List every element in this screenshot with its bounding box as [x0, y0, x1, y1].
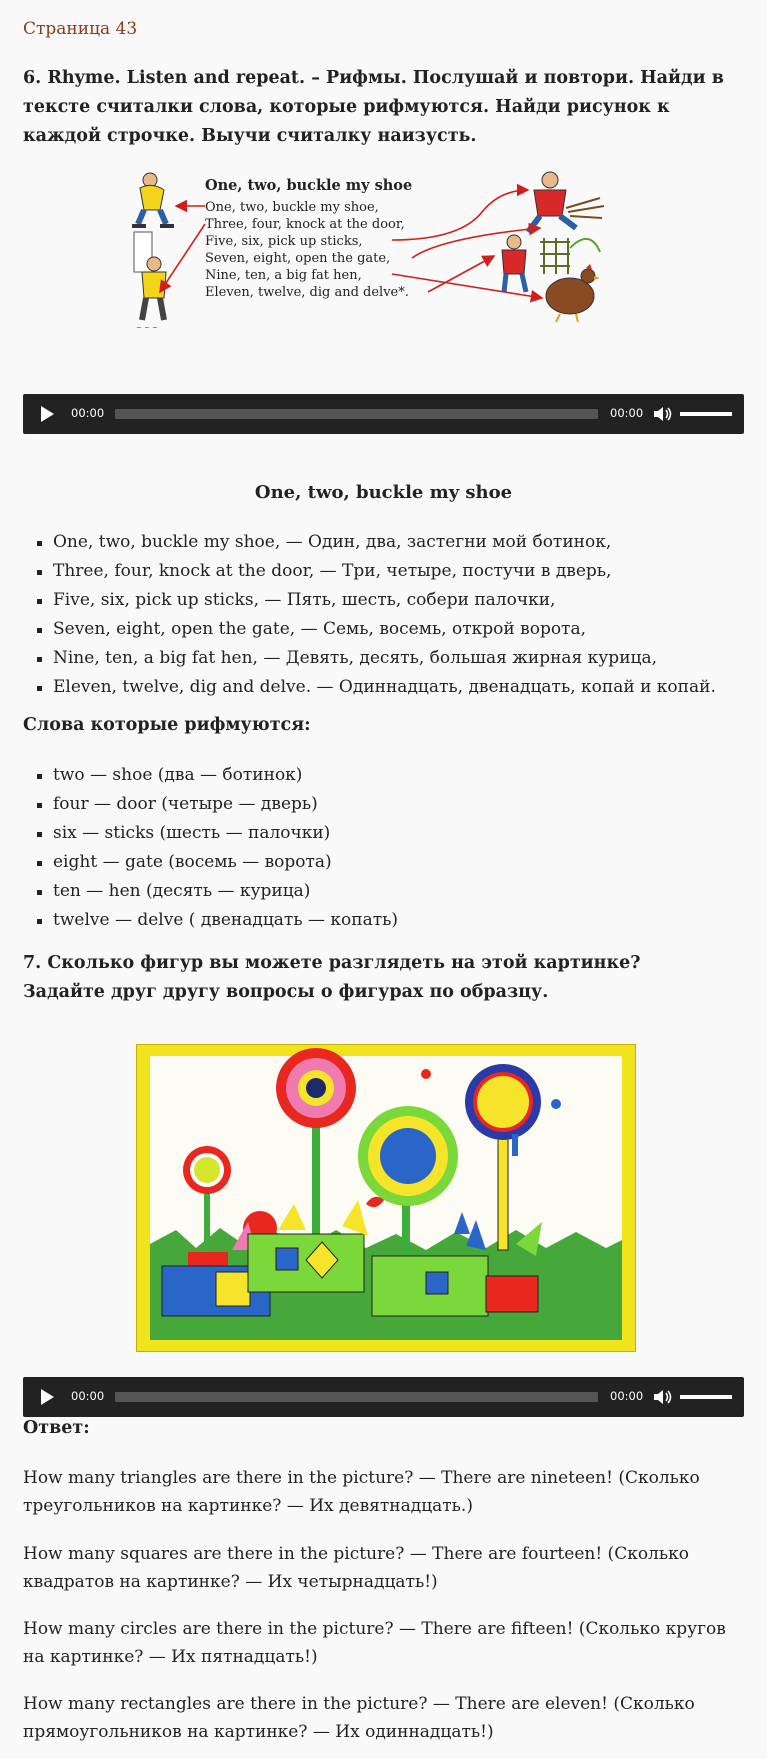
play-icon[interactable]: [41, 1389, 54, 1405]
volume-slider[interactable]: [680, 1395, 732, 1399]
rhymes-list: [53, 761, 398, 935]
list-item: twelve — delve ( двенадцать — копать): [53, 906, 398, 935]
current-time: 00:00: [71, 406, 105, 420]
current-time: 00:00: [71, 1389, 105, 1403]
list-item: four — door (четыре — дверь): [53, 790, 398, 819]
audio-player: [23, 394, 744, 434]
list-item: Five, six, pick up sticks, — Пять, шесть, собери палочки,: [53, 586, 716, 615]
poem-translation-list: [53, 528, 716, 702]
answer-paragraph: How many squares are there in the picture? — There are fourteen! (Сколько квадратов на картинке? — Их четырнадцать!): [23, 1544, 689, 1592]
exercise-7-title: 7. Сколько фигур вы можете разглядеть на этой картинке? Задайте друг другу вопросы о фигурах по образцу.: [23, 953, 641, 1002]
list-item: Three, four, knock at the door, — Три, четыре, постучи в дверь,: [53, 557, 716, 586]
red-rectangle: [486, 1276, 538, 1312]
audio-player: [23, 1377, 744, 1417]
list-item: Seven, eight, open the gate, — Семь, восемь, открой ворота,: [53, 615, 716, 644]
figure-line: Five, six, pick up sticks,: [205, 234, 363, 249]
volume-icon[interactable]: [653, 405, 673, 423]
shapes-picture: [136, 1044, 636, 1352]
figure-line: Nine, ten, a big fat hen,: [205, 268, 362, 283]
answer-paragraph: How many circles are there in the picture? — There are fifteen! (Сколько кругов на картинке? — Их пятнадцать!): [23, 1619, 726, 1667]
list-item: One, two, buckle my shoe, — Один, два, застегни мой ботинок,: [53, 528, 716, 557]
rhyme-illustration: [130, 168, 648, 370]
answer-paragraph: How many rectangles are there in the picture? — There are eleven! (Сколько прямоугольников на картинке? — Их одиннадцать!): [23, 1694, 695, 1742]
page-link[interactable]: Страница 43: [23, 19, 138, 39]
rhymes-heading: Слова которые рифмуются:: [23, 715, 311, 735]
exercise-6-title: 6. Rhyme. Listen and repeat. – Рифмы. Послушай и повтори. Найди в тексте считалки слова, которые рифмуются. Найди рисунок к каждой строчке. Выучи считалку наизусть.: [23, 68, 724, 146]
answer-label: Ответ:: [23, 1418, 90, 1438]
poem-title: One, two, buckle my shoe: [254, 482, 513, 503]
play-icon[interactable]: [41, 406, 54, 422]
figure-line: Eleven, twelve, dig and delve*.: [205, 285, 409, 300]
list-item: Nine, ten, a big fat hen, — Девять, десять, большая жирная курица,: [53, 644, 716, 673]
list-item: ten — hen (десять — курица): [53, 877, 398, 906]
figure-line: Three, four, knock at the door,: [205, 217, 405, 232]
figure-line: One, two, buckle my shoe,: [205, 200, 379, 215]
list-item: two — shoe (два — ботинок): [53, 761, 398, 790]
green-rectangle: [248, 1234, 364, 1292]
figure-heading: One, two, buckle my shoe: [205, 177, 413, 194]
duration: 00:00: [610, 1389, 644, 1403]
list-item: Eleven, twelve, dig and delve. — Одиннадцать, двенадцать, копай и копай.: [53, 673, 716, 702]
svg-text:~ ~ ~: ~ ~ ~: [136, 324, 159, 332]
volume-slider[interactable]: [680, 412, 732, 416]
duration: 00:00: [610, 406, 644, 420]
yellow-square: [216, 1272, 250, 1306]
progress-bar[interactable]: [115, 409, 598, 419]
volume-icon[interactable]: [653, 1388, 673, 1406]
figure-line: Seven, eight, open the gate,: [205, 251, 391, 266]
progress-bar[interactable]: [115, 1392, 598, 1402]
answer-paragraph: How many triangles are there in the picture? — There are nineteen! (Сколько треугольников на картинке? — Их девятнадцать.): [23, 1468, 700, 1516]
list-item: six — sticks (шесть — палочки): [53, 819, 398, 848]
list-item: eight — gate (восемь — ворота): [53, 848, 398, 877]
